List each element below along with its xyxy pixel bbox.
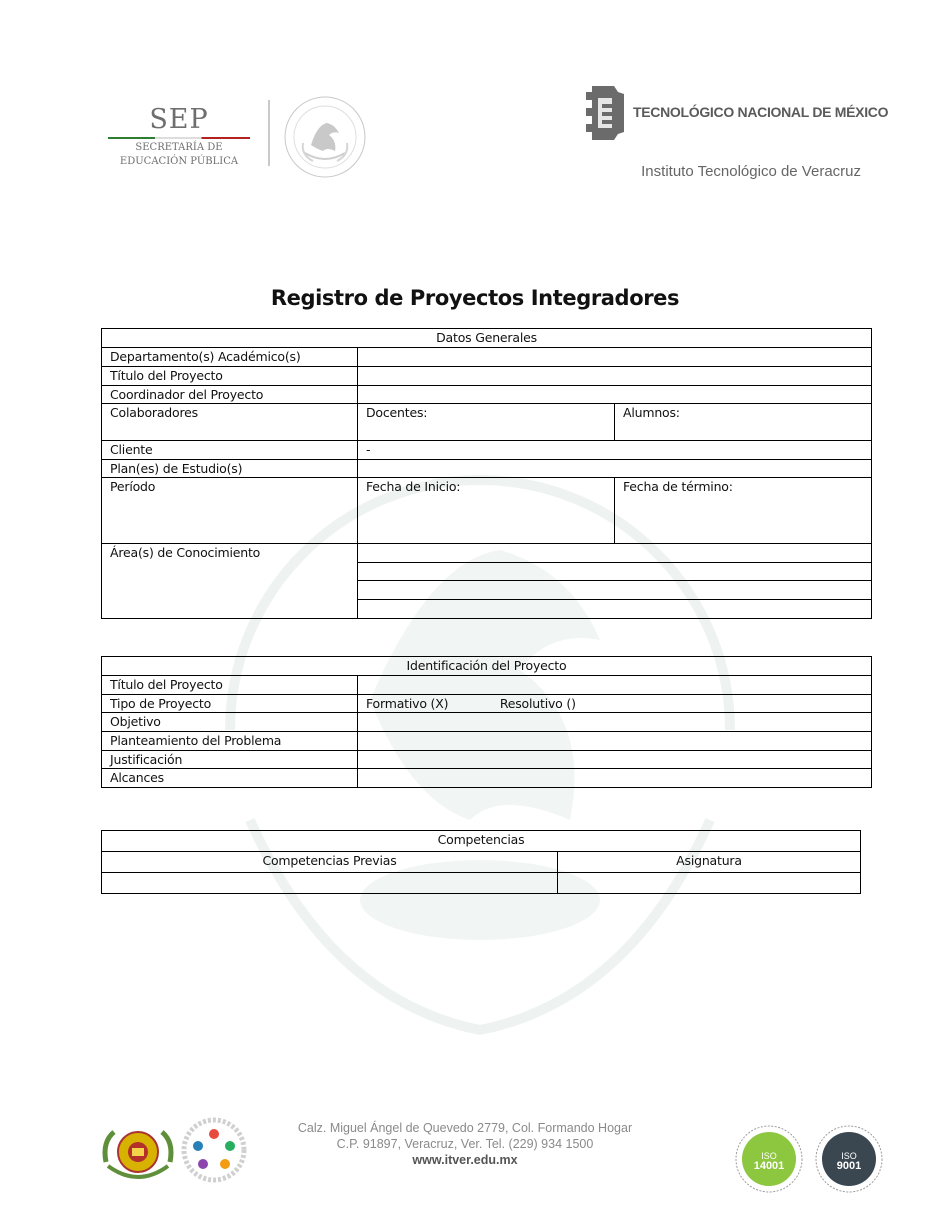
justificacion-label: Justificación — [102, 751, 358, 769]
area-field[interactable] — [358, 600, 872, 619]
colaboradores-label: Colaboradores — [102, 404, 358, 441]
docentes-field[interactable]: Docentes: — [358, 404, 615, 441]
planteamiento-label: Planteamiento del Problema — [102, 732, 358, 751]
fecha-termino-field[interactable]: Fecha de término: — [615, 478, 872, 544]
resolutivo-option[interactable]: Resolutivo () — [499, 696, 576, 711]
periodo-label: Período — [102, 478, 358, 544]
cliente-label: Cliente — [102, 441, 358, 460]
national-seal-icon — [283, 95, 367, 179]
coordinador-field[interactable] — [358, 386, 872, 404]
area-field[interactable] — [358, 544, 872, 563]
coordinador-label: Coordinador del Proyecto — [102, 386, 358, 404]
cliente-field[interactable]: - — [358, 441, 872, 460]
plan-field[interactable] — [358, 460, 872, 478]
footer-website-link[interactable]: www.itver.edu.mx — [412, 1153, 518, 1167]
datos-generales-table — [101, 328, 872, 619]
iso-14001-badge-icon — [734, 1124, 804, 1194]
header-divider — [268, 100, 270, 166]
sep-wordmark: SEP — [149, 104, 209, 135]
alcances-label: Alcances — [102, 769, 358, 788]
footer-address-line1: Calz. Miguel Ángel de Quevedo 2779, Col. Formando Hogar — [297, 1121, 633, 1135]
competencias-previas-field[interactable] — [102, 873, 558, 894]
asignatura-field[interactable] — [558, 873, 861, 894]
iso14-label: ISO — [761, 1151, 777, 1161]
iso-9001-badge-icon — [814, 1124, 884, 1194]
sep-tricolor-rule — [108, 137, 250, 139]
tipo-field[interactable] — [358, 695, 872, 713]
iso14-number: 14001 — [753, 1160, 785, 1172]
iso9-label: ISO — [841, 1151, 857, 1161]
competencias-table — [101, 830, 861, 894]
objetivo-label: Objetivo — [102, 713, 358, 732]
competencias-heading: Competencias — [102, 831, 861, 852]
footer-address-line2: C.P. 91897, Veracruz, Ver. Tel. (229) 934 1500 — [336, 1137, 594, 1151]
areas-label: Área(s) de Conocimiento — [102, 544, 358, 619]
sep-subtitle-line1: SECRETARÍA DE — [135, 142, 223, 153]
planteamiento-field[interactable] — [358, 732, 872, 751]
area-field[interactable] — [358, 581, 872, 600]
id-titulo-label: Título del Proyecto — [102, 676, 358, 695]
formativo-option[interactable]: Formativo (X) — [366, 696, 449, 711]
departamento-label: Departamento(s) Académico(s) — [102, 348, 358, 367]
tipo-label: Tipo de Proyecto — [102, 695, 358, 713]
plan-label: Plan(es) de Estudio(s) — [102, 460, 358, 478]
objetivo-field[interactable] — [358, 713, 872, 732]
titulo-field[interactable] — [358, 367, 872, 386]
institute-name: Instituto Tecnológico de Veracruz — [641, 163, 861, 180]
departamento-field[interactable] — [358, 348, 872, 367]
tecnm-name: TECNOLÓGICO NACIONAL DE MÉXICO — [633, 104, 889, 120]
id-titulo-field[interactable] — [358, 676, 872, 695]
identificacion-heading: Identificación del Proyecto — [102, 657, 872, 676]
competencias-previas-header: Competencias Previas — [102, 852, 558, 873]
sep-logo — [104, 100, 254, 170]
document-title: Registro de Proyectos Integradores — [270, 286, 680, 310]
identificacion-table — [101, 656, 872, 788]
asignatura-header: Asignatura — [558, 852, 861, 873]
sep-subtitle-line2: EDUCACIÓN PÚBLICA — [119, 156, 239, 167]
fecha-inicio-field[interactable]: Fecha de Inicio: — [358, 478, 615, 544]
tecnm-gear-icon — [584, 82, 628, 144]
alumnos-field[interactable]: Alumnos: — [615, 404, 872, 441]
justificacion-field[interactable] — [358, 751, 872, 769]
datos-generales-heading: Datos Generales — [102, 329, 872, 348]
iso9-number: 9001 — [836, 1160, 862, 1172]
area-field[interactable] — [358, 563, 872, 581]
alcances-field[interactable] — [358, 769, 872, 788]
titulo-label: Título del Proyecto — [102, 367, 358, 386]
